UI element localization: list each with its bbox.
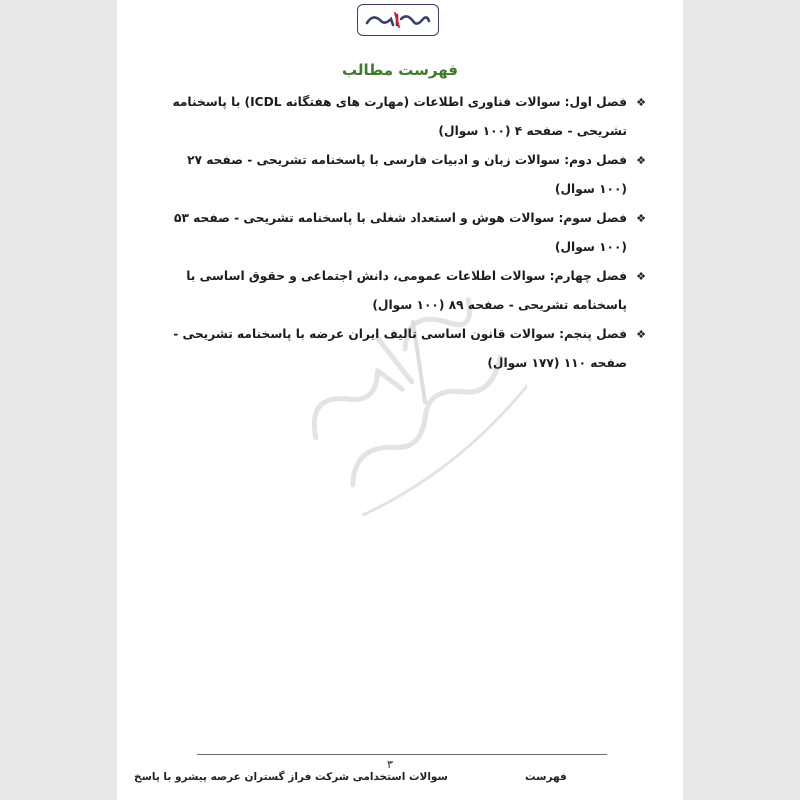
toc-item	[167, 146, 647, 204]
footer-book-title: سوالات استخدامی شرکت فراز گستران عرصه پیشرو با پاسخ	[134, 771, 448, 783]
toc-list	[167, 88, 647, 378]
page-number: ۳	[387, 758, 393, 771]
toc-title: فهرست مطالب	[342, 61, 458, 79]
toc-item-label: فصل دوم: سوالات زبان و ادبیات فارسی با پاسخنامه تشریحی - صفحه ۲۷ (۱۰۰ سوال)	[187, 153, 627, 196]
document-page	[117, 0, 683, 800]
toc-item	[167, 88, 647, 146]
toc-item	[167, 262, 647, 320]
footer-section-name: فهرست	[525, 771, 567, 783]
diamond-bullet-icon: ❖	[636, 212, 646, 225]
diamond-bullet-icon: ❖	[636, 270, 646, 283]
toc-item	[167, 204, 647, 262]
footer-divider	[197, 754, 607, 755]
toc-item-label: فصل سوم: سوالات هوش و استعداد شغلی با پاسخنامه تشریحی - صفحه ۵۳ (۱۰۰ سوال)	[174, 211, 627, 254]
toc-item-label: فصل پنجم: سوالات قانون اساسی تالیف ایران عرضه با پاسخنامه تشریحی - صفحه ۱۱۰ (۱۷۷ سوال)	[173, 327, 627, 370]
iran-arze-logo-icon	[363, 9, 433, 31]
toc-item-label: فصل اول: سوالات فناوری اطلاعات (مهارت های هفتگانه ICDL) با پاسخنامه تشریحی - صفحه ۴ (۱۰۰ سوال)	[172, 95, 627, 138]
header-logo	[357, 4, 439, 36]
diamond-bullet-icon: ❖	[636, 154, 646, 167]
toc-item	[167, 320, 647, 378]
diamond-bullet-icon: ❖	[636, 328, 646, 341]
toc-item-label: فصل چهارم: سوالات اطلاعات عمومی، دانش اجتماعی و حقوق اساسی با پاسخنامه تشریحی - صفحه ۸۹ (۱۰۰ سوال)	[186, 269, 627, 312]
diamond-bullet-icon: ❖	[636, 96, 646, 109]
